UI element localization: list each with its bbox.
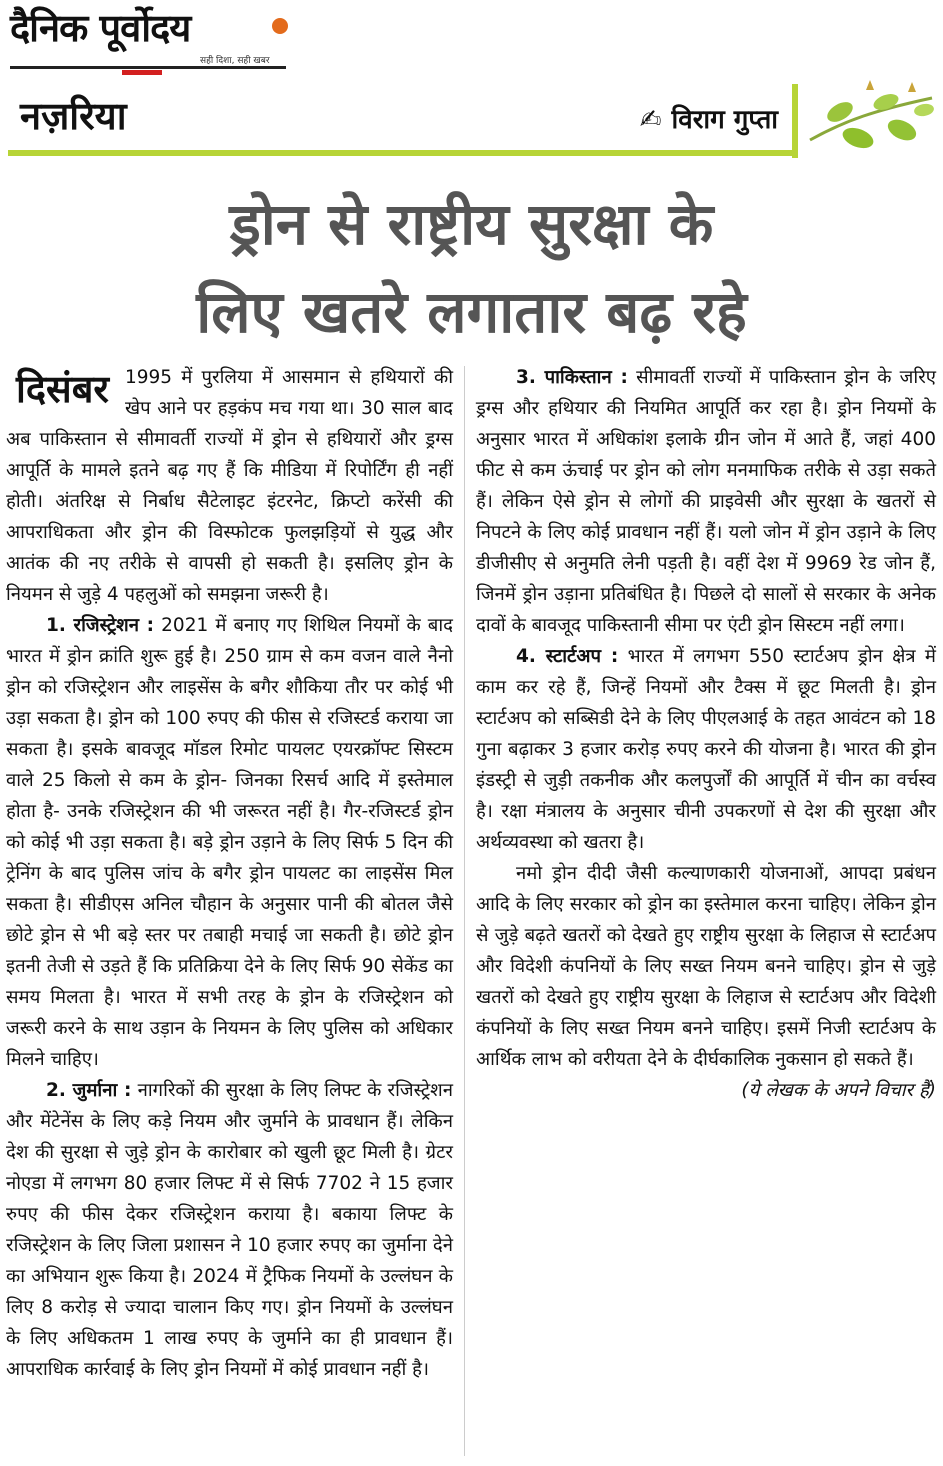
headline-line-2: लिए खतरे लगातार बढ़ रहे: [196, 278, 747, 346]
paragraph-pakistan: [476, 362, 936, 641]
paragraph-lead: 1. रजिस्ट्रेशन :: [46, 615, 155, 636]
section-vertical-rule: [792, 84, 798, 158]
section-header: [8, 84, 794, 156]
paragraph-text: सीमावर्ती राज्यों में पाकिस्तान ड्रोन के जरिए ड्रग्स और हथियार की नियमित आपूर्ति कर रहा है। ड्रोन नियमों के अनुसार भारत में अधिकांश इलाके ग्रीन जोन में आते हैं, जहां 400 फीट से कम ऊंचाई पर ड्रोन को लोग मनमाफिक तरीके से उड़ा सकते हैं। लेकिन ऐसे ड्रोन से लोगों की प्राइवेसी और सुरक्षा के खतरों से निपटने के लिए कोई प्रावधान नहीं हैं। यलो जोन में ड्रोन उड़ाने के लिए डीजीसीए से अनुमति लेनी पड़ती है। वहीं देश में 9969 रेड जोन हैं, जिनमें ड्रोन उड़ाना प्रतिबंधित है। पिछले दो सालों से सरकार के अनेक दावों के बावजूद पाकिस्तानी सीमा पर एंटी ड्रोन सिस्टम नहीं लगा।: [476, 367, 936, 636]
vine-leaves-icon: [806, 80, 936, 160]
pen-icon: ✍: [639, 105, 662, 135]
paragraph-startup: [476, 641, 936, 858]
masthead-accent-bar: [122, 70, 162, 75]
masthead-dot-icon: [272, 18, 288, 34]
section-title: नज़रिया: [20, 94, 127, 138]
newspaper-tagline: सही दिशा, सही खबर: [200, 56, 270, 66]
paragraph-lead: 3. पाकिस्तान :: [516, 367, 628, 388]
paragraph-text: नागरिकों की सुरक्षा के लिए लिफ्ट के रजिस्ट्रेशन और मेंटेनेंस के लिए कड़े नियम और जुर्माने के प्रावधान हैं। लेकिन देश की सुरक्षा से जुड़े ड्रोन के कारोबार को खुली छूट मिली है। ग्रेटर नोएडा में लगभग 80 हजार लिफ्ट में से सिर्फ 7702 ने 15 हजार रुपए की फीस देकर रजिस्ट्रेशन कराया है। बकाया लिफ्ट के रजिस्ट्रेशन के लिए जिला प्रशासन ने 10 हजार रुपए का जुर्माना देने का अभियान शुरू किया है। 2024 में ट्रैफिक नियमों के उल्लंघन के लिए 8 करोड़ से ज्यादा चालान किए गए। ड्रोन नियमों के उल्लंघन के लिए अधिकतम 1 लाख रुपए के जुर्माने का ही प्रावधान हैं। आपराधिक कार्रवाई के लिए ड्रोन नियमों में कोई प्रावधान नहीं है।: [6, 1080, 453, 1380]
section-rule: [8, 150, 794, 156]
paragraph-text: 2021 में बनाए गए शिथिल नियमों के बाद भारत में ड्रोन क्रांति शुरू हुई है। 250 ग्राम से कम वजन वाले नैनो ड्रोन को रजिस्ट्रेशन और लाइसेंस के बगैर शौकिया तौर पर कोई भी उड़ा सकता है। ड्रोन को 100 रुपए की फीस से रजिस्टर्ड कराया जा सकता है। इसके बावजूद मॉडल रिमोट पायलट एयरक्रॉफ्ट सिस्टम वाले 25 किलो से कम के ड्रोन- जिनका रिसर्च आदि में इस्तेमाल होता है- उनके रजिस्ट्रेशन की भी जरूरत नहीं है। गैर-रजिस्टर्ड ड्रोन को कोई भी उड़ा सकता है। बड़े ड्रोन उड़ाने के लिए सिर्फ 5 दिन की ट्रेनिंग के बाद पुलिस जांच के बगैर ड्रोन पायलट का लाइसेंस मिल सकता है। सीडीएस अनिल चौहान के अनुसार पानी की बोतल जैसे छोटे ड्रोन से भी बड़े स्तर पर तबाही मचाई जा सकती है। छोटे ड्रोन इतनी तेजी से उड़ते हैं कि प्रतिक्रिया देने के लिए सिर्फ 90 सेकेंड का समय मिलता है। भारत में सभी तरह के ड्रोन के रजिस्ट्रेशन को जरूरी करने के साथ उड़ान के नियमन के लिए पुलिस को अधिकार मिलने चाहिए।: [6, 615, 453, 1070]
paragraph-fine: [6, 1075, 453, 1385]
headline-line-1: ड्रोन से राष्ट्रीय सुरक्षा के: [229, 190, 714, 258]
paragraph-text: नमो ड्रोन दीदी जैसी कल्याणकारी योजनाओं, आपदा प्रबंधन आदि के लिए सरकार को ड्रोन का इस्तेमाल करना चाहिए। लेकिन ड्रोन से जुड़े बढ़ते खतरों को देखते हुए राष्ट्रीय सुरक्षा के लिहाज से स्टार्टअप और विदेशी कंपनियों के लिए सख्त नियम बनने चाहिए। ड्रोन से जुड़े खतरों को देखते हुए राष्ट्रीय सुरक्षा के लिहाज से स्टार्टअप और विदेशी कंपनियों के लिए सख्त नियम बनने चाहिए। इसमें निजी स्टार्टअप के आर्थिक लाभ को वरीयता देने के दीर्घकालिक नुकसान हो सकते हैं।: [476, 863, 936, 1070]
newspaper-title: दैनिक पूर्वोदय: [10, 6, 191, 50]
intro-paragraph: [6, 362, 453, 610]
author-name: विराग गुप्ता: [671, 105, 778, 135]
masthead-rule: [10, 66, 286, 69]
paragraph-lead: 4. स्टार्टअप :: [516, 646, 619, 667]
author-note: (ये लेखक के अपने विचार हैं): [741, 1080, 936, 1101]
article-column-right: [476, 362, 936, 1106]
paragraph-lead: 2. जुर्माना :: [46, 1080, 132, 1101]
dateline: दिसंबर: [16, 367, 109, 411]
masthead: [10, 6, 290, 72]
paragraph-registration: [6, 610, 453, 1075]
author-byline: [640, 100, 778, 136]
intro-text: 1995 में पुरलिया में आसमान से हथियारों की खेप आने पर हड़कंप मच गया था। 30 साल बाद अब पाकिस्तान से सीमावर्ती राज्यों में ड्रोन से हथियारों और ड्रग्स आपूर्ति के मामले इतने बढ़ गए हैं कि मीडिया में रिपोर्टिंग ही नहीं होती। अंतरिक्ष से निर्बाध सैटेलाइट इंटरनेट, क्रिप्टो करेंसी की आपराधिकता और ड्रोन की विस्फोटक फुलझड़ियों से युद्ध और आतंक की नए तरीके से वापसी हो सकती है। इसलिए ड्रोन के नियमन से जुड़े 4 पहलुओं को समझना जरूरी है।: [6, 367, 453, 605]
headline: [0, 180, 943, 356]
paragraph-text: भारत में लगभग 550 स्टार्टअप ड्रोन क्षेत्र में काम कर रहे हैं, जिन्हें नियमों और टैक्स में छूट मिलती है। ड्रोन स्टार्टअप को सब्सिडी देने के लिए पीएलआई के तहत आवंटन को 18 गुना बढ़ाकर 3 हजार करोड़ रुपए करने की योजना है। भारत की ड्रोन इंडस्ट्री से जुड़ी तकनीक और कलपुर्जों की आपूर्ति में चीन का वर्चस्व है। रक्षा मंत्रालय के अनुसार चीनी उपकरणों से देश की सुरक्षा और अर्थव्यवस्था को खतरा है।: [476, 646, 936, 853]
paragraph-conclusion: [476, 858, 936, 1075]
column-divider: [464, 366, 465, 1456]
article-column-left: [6, 362, 453, 1385]
